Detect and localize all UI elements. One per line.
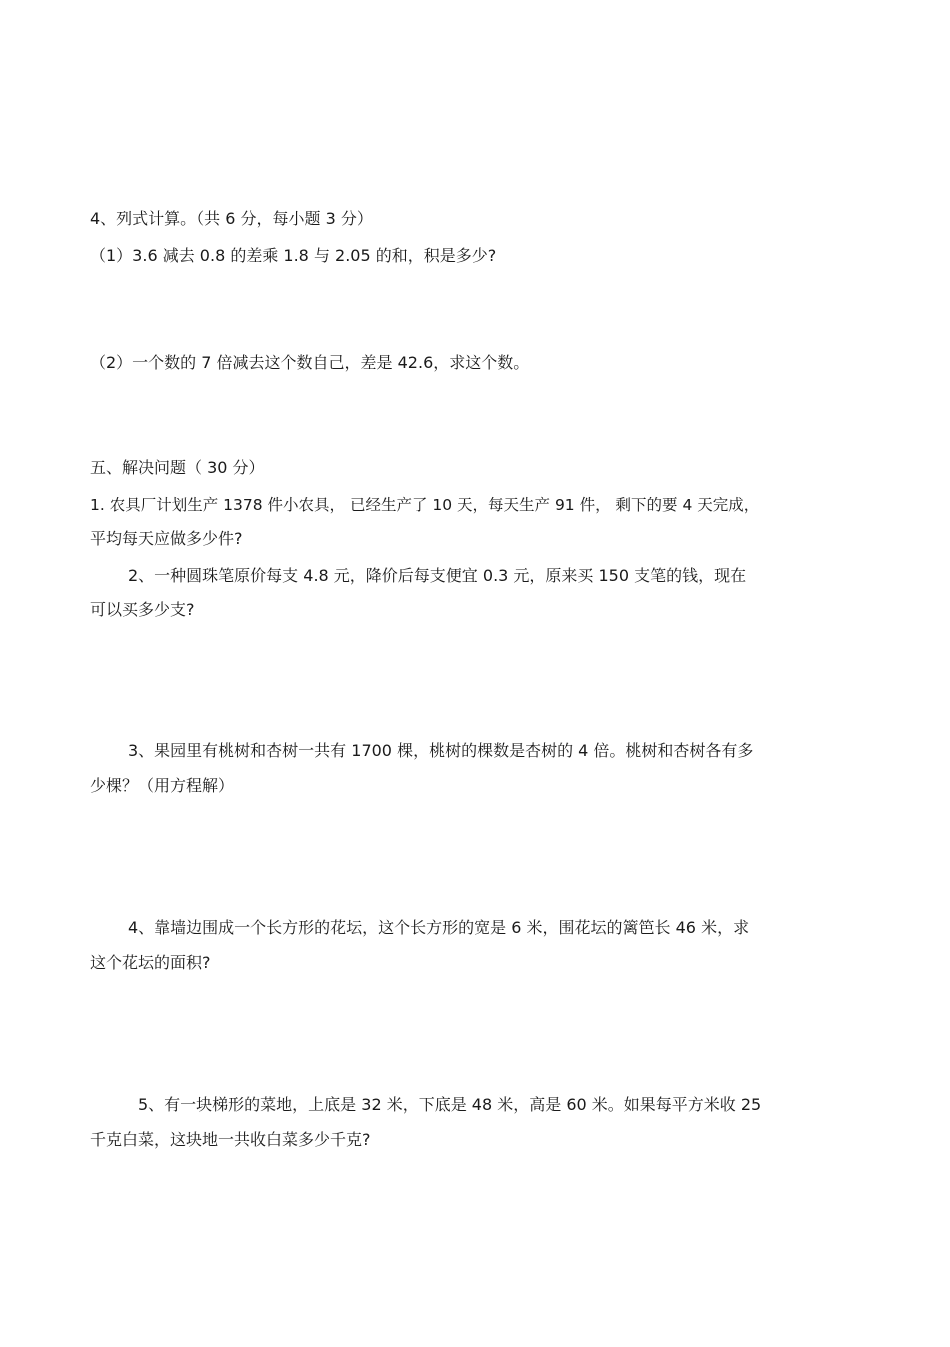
problem-5-line-1: 5、有一块梯形的菜地，上底是 32 米，下底是 48 米，高是 60 米。如果每平方米收 25 bbox=[138, 1095, 762, 1114]
problem-2-line-1: 2、一种圆珠笔原价每支 4.8 元，降价后每支便宜 0.3 元，原来买 150 支笔的钱，现在 bbox=[128, 566, 747, 585]
problem-2-line-2: 可以买多少支? bbox=[90, 600, 195, 619]
problem-5-line-2: 千克白菜，这块地一共收白菜多少千克? bbox=[90, 1130, 371, 1149]
problem-3-line-2: 少棵？（用方程解） bbox=[90, 776, 235, 795]
problem-1-line-2: 平均每天应做多少件? bbox=[90, 529, 243, 548]
problem-1-line-1: 1. 农具厂计划生产 1378 件小农具， 已经生产了 10 天，每天生产 91 件， 剩下的要 4 天完成， bbox=[90, 496, 760, 514]
problem-4-line-2: 这个花坛的面积? bbox=[90, 953, 211, 972]
section-5-heading: 五、解决问题（ 30 分） bbox=[90, 458, 265, 477]
question-4-2: （2）一个数的 7 倍减去这个数自己，差是 42.6，求这个数。 bbox=[90, 353, 530, 372]
question-4-1: （1）3.6 减去 0.8 的差乘 1.8 与 2.05 的和，积是多少? bbox=[90, 246, 497, 265]
problem-4-line-1: 4、靠墙边围成一个长方形的花坛，这个长方形的宽是 6 米，围花坛的篱笆长 46 米，求 bbox=[128, 918, 750, 937]
section-4-heading: 4、列式计算。（共 6 分，每小题 3 分） bbox=[90, 209, 373, 228]
problem-3-line-1: 3、果园里有桃树和杏树一共有 1700 棵，桃树的棵数是杏树的 4 倍。桃树和杏树各有多 bbox=[128, 741, 754, 760]
